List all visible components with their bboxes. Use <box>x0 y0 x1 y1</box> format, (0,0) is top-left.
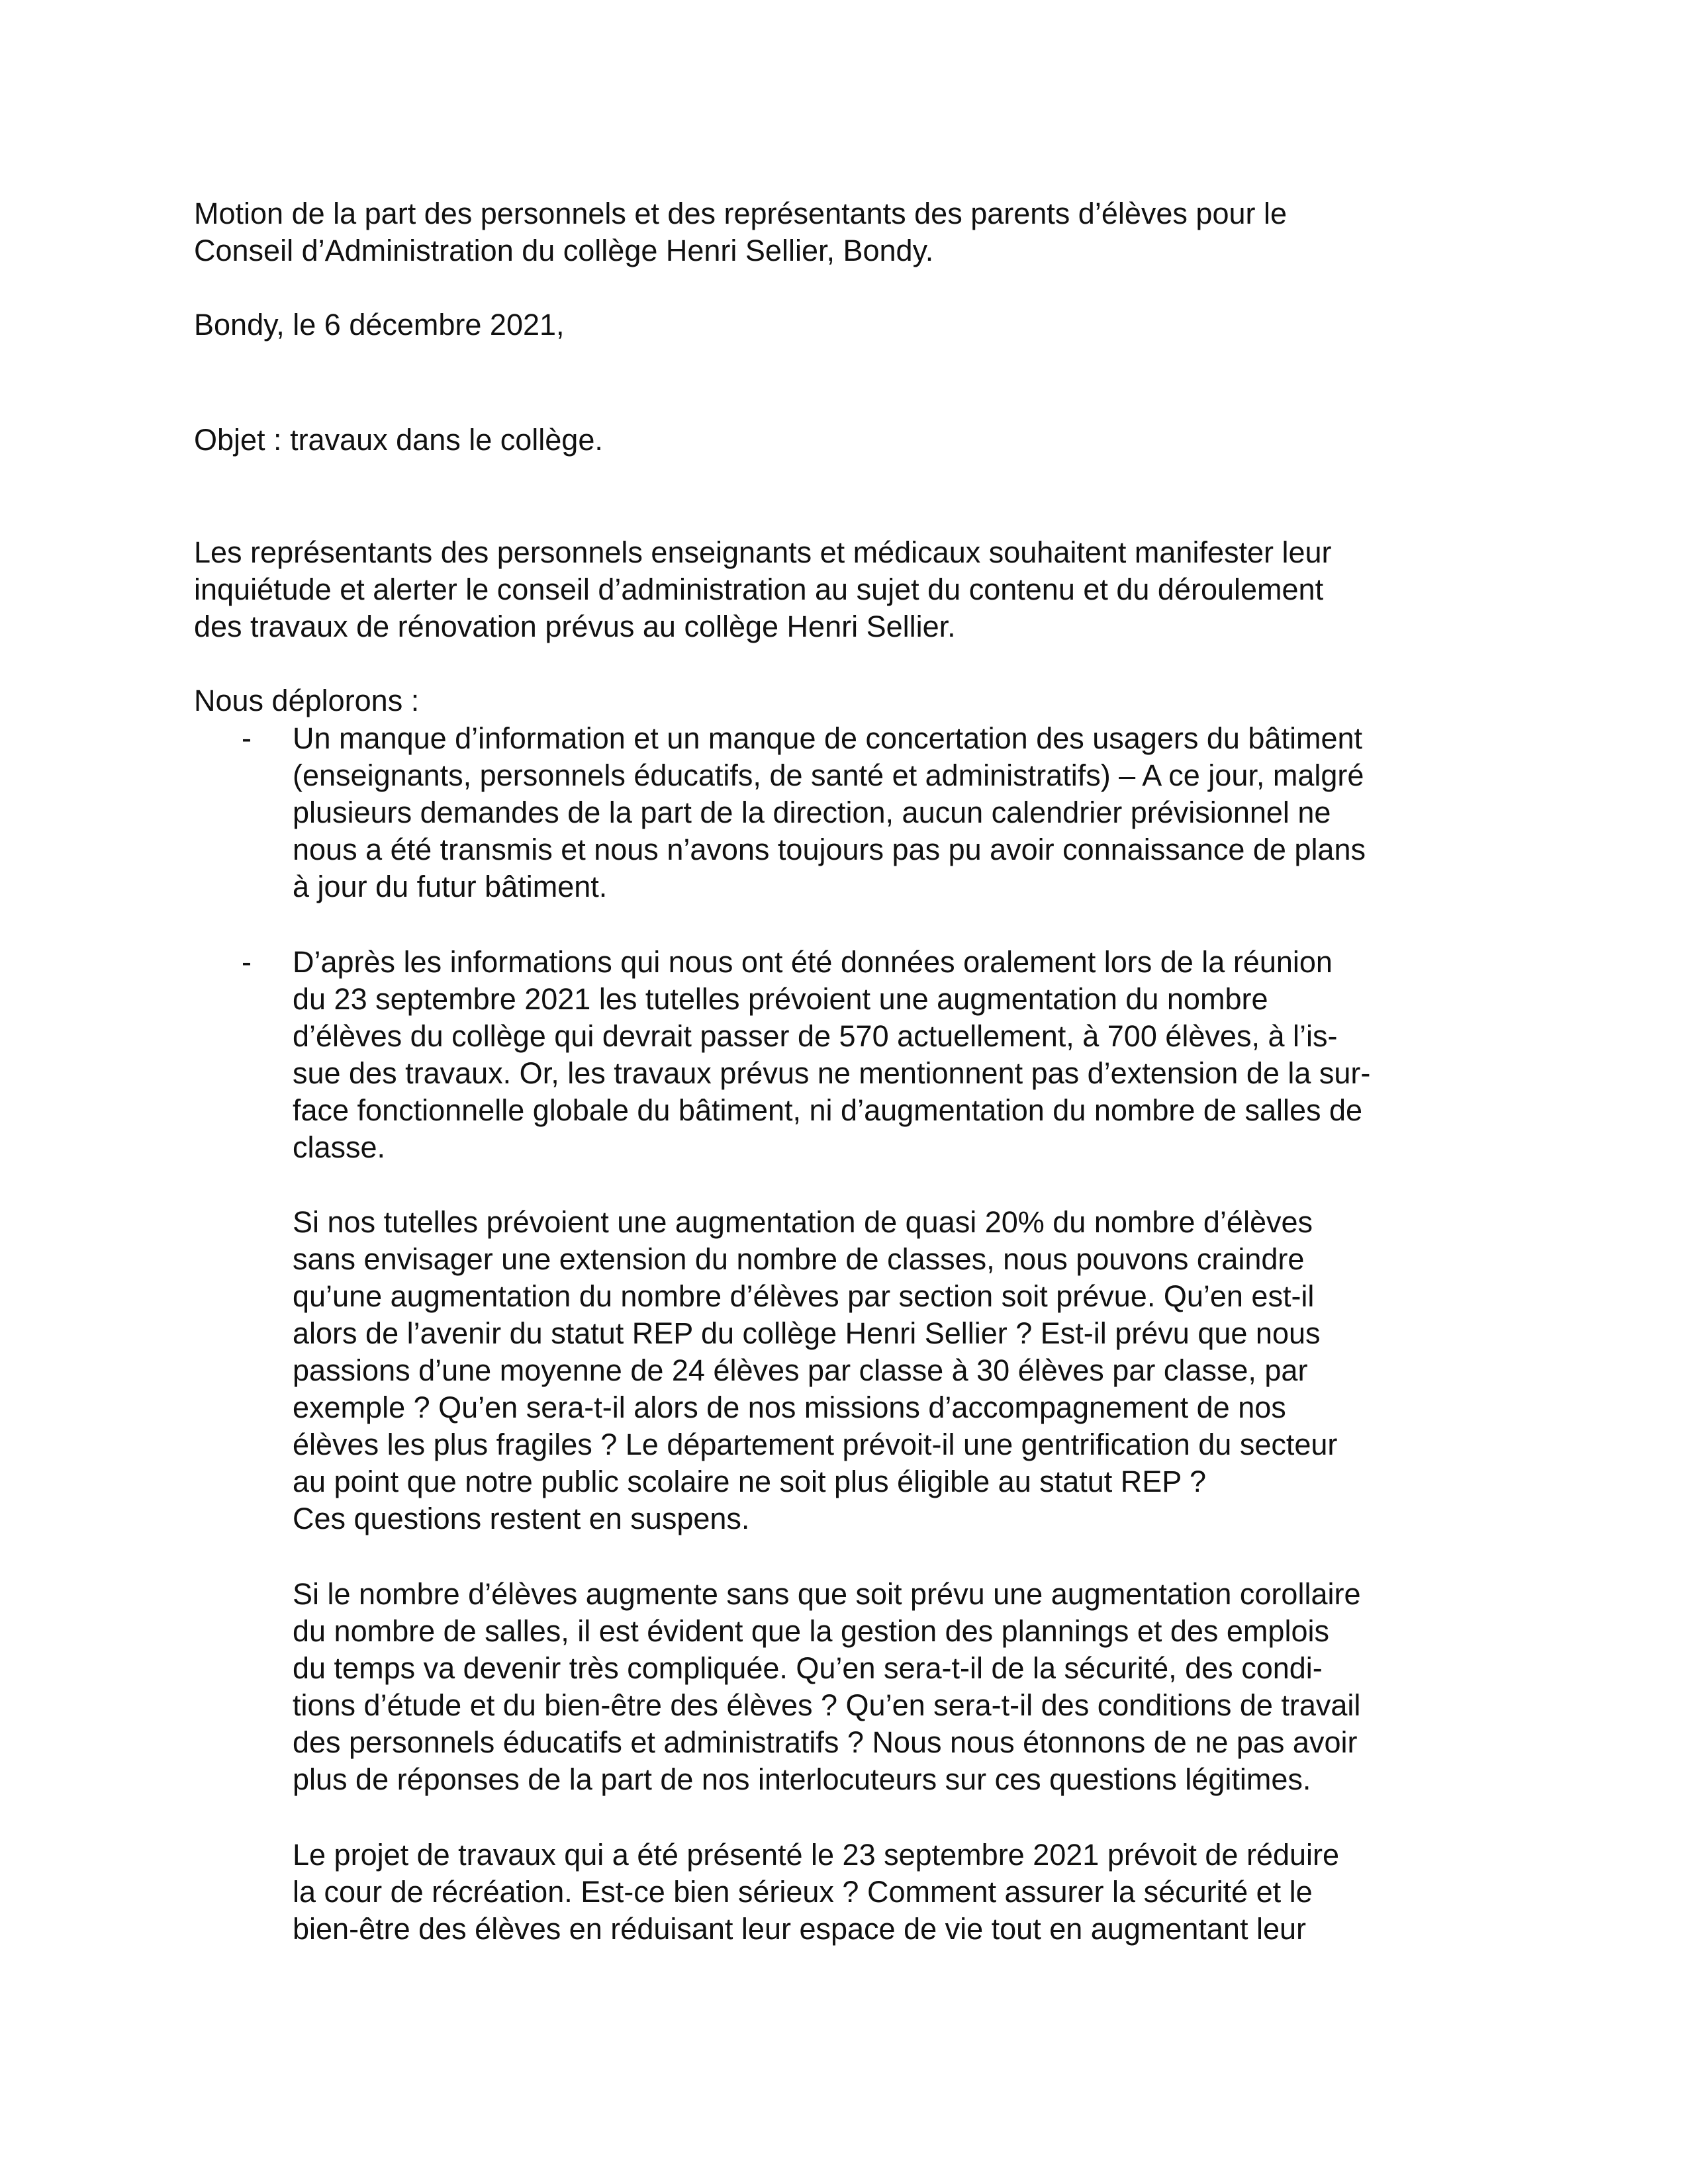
text-line: tions d’étude et du bien-être des élèves ? Qu’en sera-t-il des conditions de travail <box>293 1688 1361 1722</box>
text-line: Bondy, le 6 décembre 2021, <box>194 308 565 341</box>
text-line: Si le nombre d’élèves augmente sans que soit prévu une augmentation corollaire <box>293 1577 1361 1611</box>
text-line: plusieurs demandes de la part de la direction, aucun calendrier prévisionnel ne <box>293 796 1331 829</box>
text-line: Un manque d’information et un manque de concertation des usagers du bâtiment <box>293 721 1363 755</box>
text-line: classe. <box>293 1130 386 1164</box>
text-line: Ces questions restent en suspens. <box>293 1502 750 1535</box>
text-line: Si nos tutelles prévoient une augmentation de quasi 20% du nombre d’élèves <box>293 1205 1313 1239</box>
text-line: exemple ? Qu’en sera-t-il alors de nos missions d’accompagnement de nos <box>293 1390 1286 1424</box>
text-line: du 23 septembre 2021 les tutelles prévoient une augmentation du nombre <box>293 982 1268 1016</box>
bullet-marker: - <box>242 721 252 755</box>
text-line: Objet : travaux dans le collège. <box>194 423 603 457</box>
text-line: Motion de la part des personnels et des représentants des parents d’élèves pour le <box>194 197 1288 230</box>
text-line: la cour de récréation. Est-ce bien sérieux ? Comment assurer la sécurité et le <box>293 1875 1313 1909</box>
text-line: alors de l’avenir du statut REP du collège Henri Sellier ? Est-il prévu que nous <box>293 1316 1321 1350</box>
text-line: d’élèves du collège qui devrait passer de 570 actuellement, à 700 élèves, à l’is- <box>293 1019 1338 1053</box>
text-line: inquiétude et alerter le conseil d’administration au sujet du contenu et du déroulement <box>194 572 1324 606</box>
text-line: des travaux de rénovation prévus au collège Henri Sellier. <box>194 610 956 643</box>
text-line: Conseil d’Administration du collège Henri Sellier, Bondy. <box>194 234 934 267</box>
text-line: à jour du futur bâtiment. <box>293 870 608 903</box>
text-line: du temps va devenir très compliquée. Qu’en sera-t-il de la sécurité, des condi- <box>293 1651 1323 1685</box>
text-line: au point que notre public scolaire ne soit plus éligible au statut REP ? <box>293 1465 1207 1498</box>
text-line: du nombre de salles, il est évident que la gestion des plannings et des emplois <box>293 1614 1329 1648</box>
text-line: D’après les informations qui nous ont été données oralement lors de la réunion <box>293 945 1333 979</box>
bullet-marker: - <box>242 945 252 979</box>
text-line: sans envisager une extension du nombre de classes, nous pouvons craindre <box>293 1242 1305 1276</box>
text-line: élèves les plus fragiles ? Le département prévoit-il une gentrification du secteur <box>293 1428 1338 1461</box>
text-line: passions d’une moyenne de 24 élèves par classe à 30 élèves par classe, par <box>293 1353 1308 1387</box>
text-line: nous a été transmis et nous n’avons toujours pas pu avoir connaissance de plans <box>293 833 1366 866</box>
text-line: Nous déplorons : <box>194 684 420 717</box>
text-line: sue des travaux. Or, les travaux prévus ne mentionnent pas d’extension de la sur- <box>293 1056 1371 1090</box>
text-line: face fonctionnelle globale du bâtiment, ni d’augmentation du nombre de salles de <box>293 1093 1363 1127</box>
text-line: des personnels éducatifs et administratifs ? Nous nous étonnons de ne pas avoir <box>293 1725 1358 1759</box>
text-line: Les représentants des personnels enseignants et médicaux souhaitent manifester leur <box>194 535 1332 569</box>
text-line: (enseignants, personnels éducatifs, de santé et administratifs) – A ce jour, malgré <box>293 758 1364 792</box>
text-line: bien-être des élèves en réduisant leur espace de vie tout en augmentant leur <box>293 1912 1306 1946</box>
text-line: Le projet de travaux qui a été présenté le 23 septembre 2021 prévoit de réduire <box>293 1838 1340 1872</box>
text-line: qu’une augmentation du nombre d’élèves par section soit prévue. Qu’en est-il <box>293 1279 1315 1313</box>
text-line: plus de réponses de la part de nos interlocuteurs sur ces questions légitimes. <box>293 1762 1311 1796</box>
